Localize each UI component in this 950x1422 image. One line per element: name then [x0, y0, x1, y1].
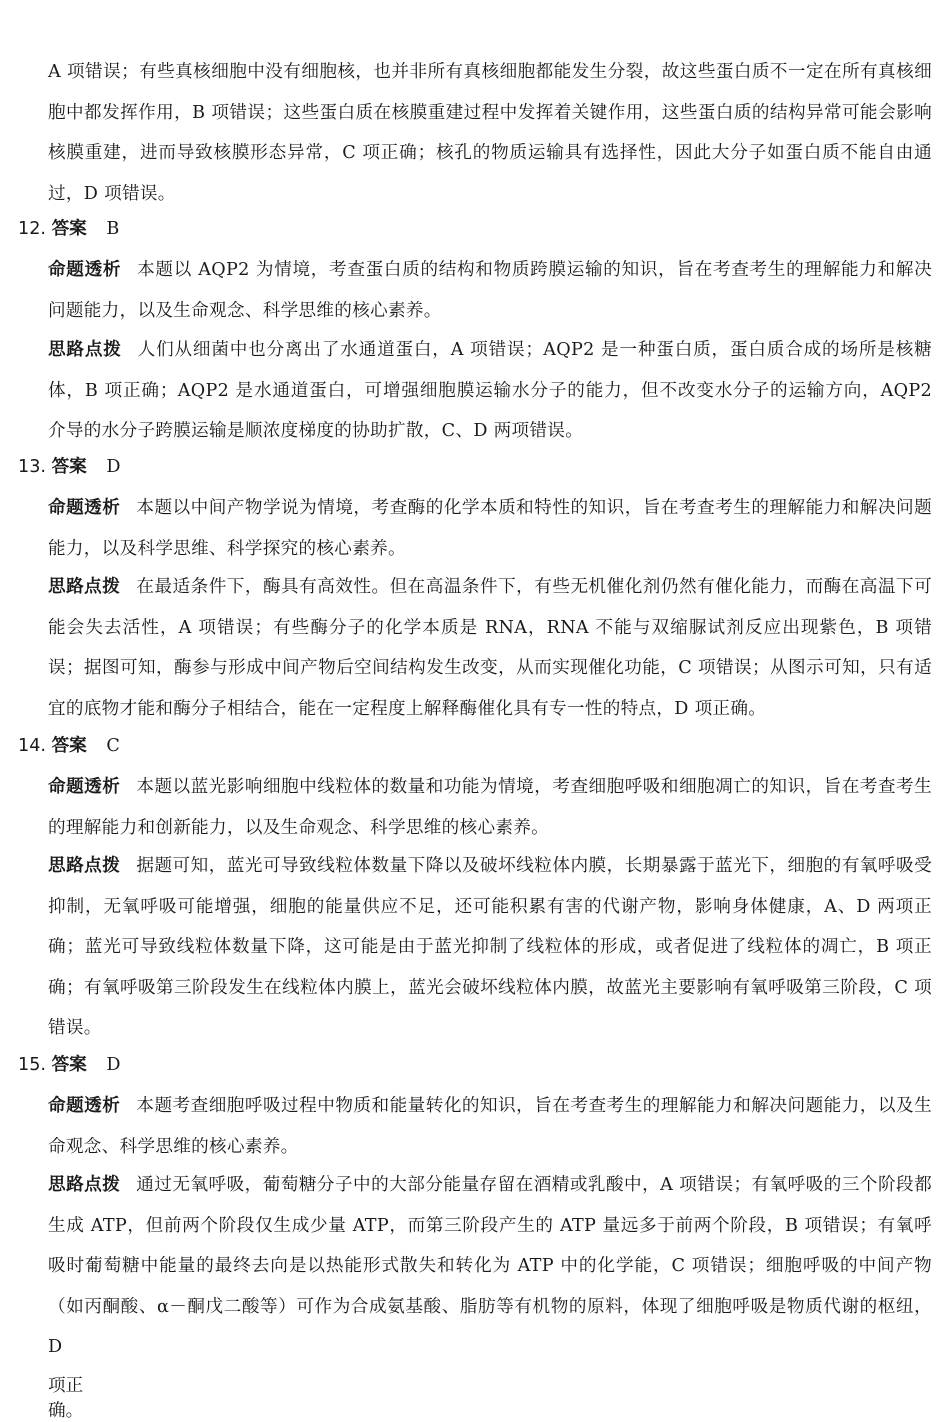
hint-label: 思路点拨	[48, 1175, 121, 1195]
q12-answer-line	[18, 214, 119, 244]
intent-label: 命题透析	[48, 1096, 121, 1116]
cutoff-text: 项正确。	[48, 1376, 84, 1421]
q12-number: 12.	[18, 219, 46, 239]
q12-intent-text: 本题以 AQP2 为情境，考查蛋白质的结构和物质跨膜运输的知识，旨在考查考生的理解能力和解决问题能力，以及生命观念、科学思维的核心素养。	[48, 260, 932, 321]
q11-continuation: A 项错误；有些真核细胞中没有细胞核，也并非所有真核细胞都能发生分裂，故这些蛋白质不一定在所有真核细胞中都发挥作用，B 项错误；这些蛋白质在核膜重建过程中发挥着关键作用，这些蛋白质的结构异常可能会影响核膜重建，进而导致核膜形态异常，C 项正确；核孔的物质运输具有选择性，因此大分子如蛋白质不能自由通过，D 项错误。	[48, 62, 932, 204]
q14-intent-text: 本题以蓝光影响细胞中线粒体的数量和功能为情境，考查细胞呼吸和细胞凋亡的知识，旨在考查考生的理解能力和创新能力，以及生命观念、科学思维的核心素养。	[48, 777, 932, 838]
q15-hint	[48, 1165, 932, 1368]
intent-label: 命题透析	[48, 777, 121, 797]
cutoff-line	[48, 1376, 108, 1421]
q14-hint	[48, 846, 932, 1049]
q13-hint	[48, 567, 932, 729]
q14-answer-line	[18, 731, 120, 761]
q13-intent-text: 本题以中间产物学说为情境，考查酶的化学本质和特性的知识，旨在考查考生的理解能力和解决问题能力，以及科学思维、科学探究的核心素养。	[48, 498, 932, 559]
q15-answer: D	[106, 1055, 121, 1075]
q13-answer-line	[18, 452, 120, 482]
q15-intent-text: 本题考查细胞呼吸过程中物质和能量转化的知识，旨在考查考生的理解能力和解决问题能力，以及生命观念、科学思维的核心素养。	[48, 1096, 932, 1157]
intent-label: 命题透析	[48, 260, 122, 280]
q15-hint-text: 通过无氧呼吸，葡萄糖分子中的大部分能量存留在酒精或乳酸中，A 项错误；有氧呼吸的三个阶段都生成 ATP，但前两个阶段仅生成少量 ATP，而第三阶段产生的 ATP 量远多于前两个阶段，B 项错误；有氧呼吸时葡萄糖中能量的最终去向是以热能形式散失和转化为 ATP 中的化学能，C 项错误；细胞呼吸的中间产物（如丙酮酸、α－酮戊二酸等）可作为合成氨基酸、脂肪等有机物的原料，体现了细胞呼吸是物质代谢的枢纽，D	[48, 1175, 933, 1358]
q13-hint-text: 在最适条件下，酶具有高效性。但在高温条件下，有些无机催化剂仍然有催化能力，而酶在高温下可能会失去活性，A 项错误；有些酶分子的化学本质是 RNA，RNA 不能与双缩脲试剂反应出现紫色，B 项错误；据图可知，酶参与形成中间产物后空间结构发生改变，从而实现催化功能，C 项错误；从图示可知，只有适宜的底物才能和酶分子相结合，能在一定程度上解释酶催化具有专一性的特点，D 项正确。	[48, 577, 932, 719]
hint-label: 思路点拨	[48, 577, 121, 597]
q13-intent	[48, 488, 932, 569]
q12-answer: B	[106, 219, 120, 239]
q12-hint-text: 人们从细菌中也分离出了水通道蛋白，A 项错误；AQP2 是一种蛋白质，蛋白质合成的场所是核糖体，B 项正确；AQP2 是水通道蛋白，可增强细胞膜运输水分子的能力，但不改变水分子的运输方向，AQP2 介导的水分子跨膜运输是顺浓度梯度的协助扩散，C、D 两项错误。	[48, 340, 933, 442]
q15-intent	[48, 1086, 932, 1167]
intent-label: 命题透析	[48, 498, 121, 518]
q12-intent	[48, 250, 932, 331]
hint-label: 思路点拨	[48, 340, 122, 360]
answer-label: 答案	[51, 736, 87, 756]
q14-number: 14.	[18, 736, 46, 756]
q15-answer-line	[18, 1050, 120, 1080]
q13-answer: D	[106, 457, 121, 477]
hint-label: 思路点拨	[48, 856, 121, 876]
answer-label: 答案	[51, 219, 87, 239]
answer-label: 答案	[51, 457, 87, 477]
q14-answer: C	[106, 736, 120, 756]
q15-number: 15.	[18, 1055, 46, 1075]
q14-hint-text: 据题可知，蓝光可导致线粒体数量下降以及破坏线粒体内膜，长期暴露于蓝光下，细胞的有氧呼吸受抑制，无氧呼吸可能增强，细胞的能量供应不足，还可能积累有害的代谢产物，影响身体健康，A、D 两项正确；蓝光可导致线粒体数量下降，这可能是由于蓝光抑制了线粒体的形成，或者促进了线粒体的凋亡，B 项正确；有氧呼吸第三阶段发生在线粒体内膜上，蓝光会破坏线粒体内膜，故蓝光主要影响有氧呼吸第三阶段，C 项错误。	[48, 856, 932, 1039]
q13-number: 13.	[18, 457, 46, 477]
q14-intent	[48, 767, 932, 848]
q12-hint	[48, 330, 932, 452]
answer-label: 答案	[51, 1055, 87, 1075]
